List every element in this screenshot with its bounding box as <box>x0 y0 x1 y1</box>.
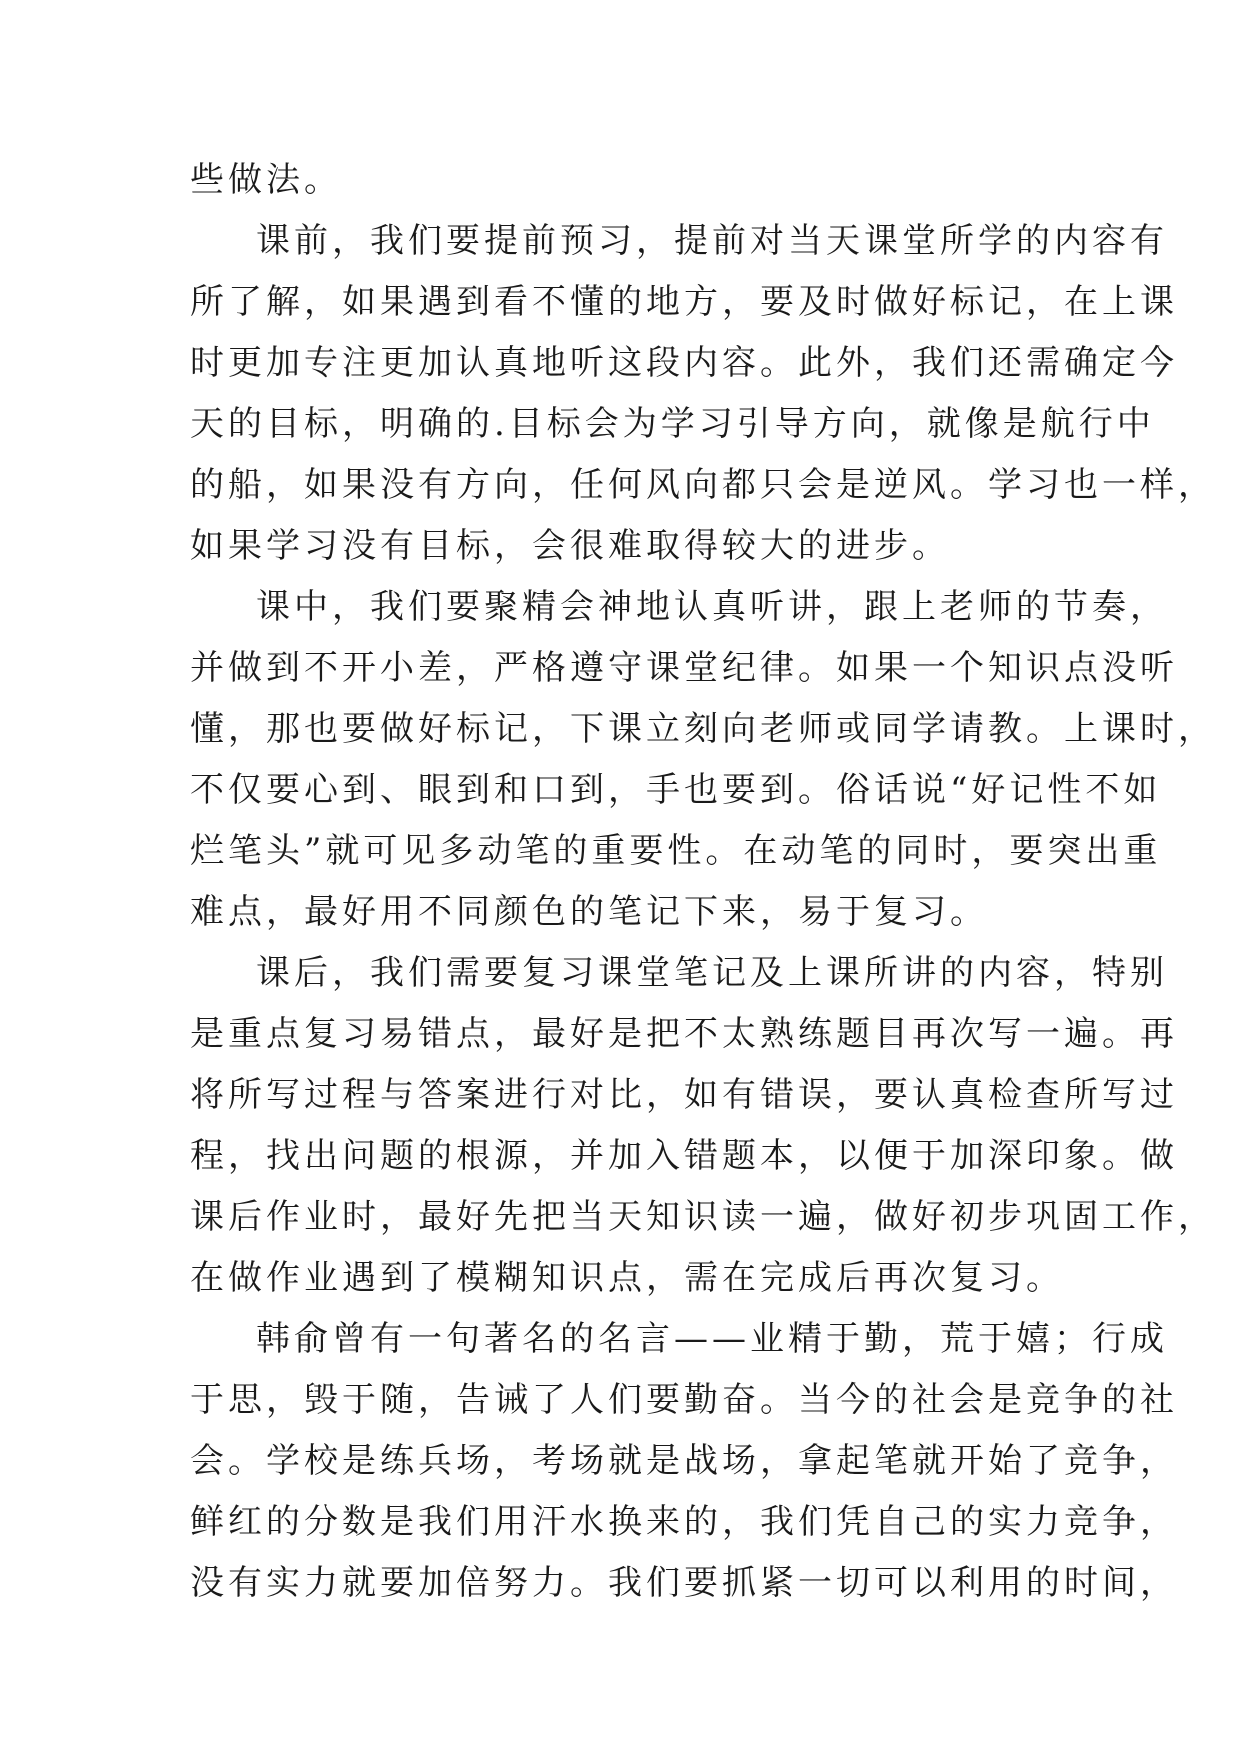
text-line: 不仅要心到、眼到和口到，手也要到。俗话说“好记性不如 <box>190 770 1162 810</box>
text-line: 的船，如果没有方向，任何风向都只会是逆风。学习也一样， <box>190 465 1216 505</box>
text-line: 并做到不开小差，严格遵守课堂纪律。如果一个知识点没听 <box>190 648 1178 688</box>
text-line: 天的目标，明确的.目标会为学习引导方向，就像是航行中 <box>190 404 1155 444</box>
text-line: 鲜红的分数是我们用汗水换来的，我们凭自己的实力竞争， <box>190 1502 1178 1542</box>
text-line: 懂，那也要做好标记，下课立刻向老师或同学请教。上课时， <box>190 709 1216 749</box>
text-line: 于思，毁于随，告诫了人们要勤奋。当今的社会是竞争的社 <box>190 1380 1178 1420</box>
text-line: 所了解，如果遇到看不懂的地方，要及时做好标记，在上课 <box>190 282 1178 322</box>
text-line: 烂笔头”就可见多动笔的重要性。在动笔的同时，要突出重 <box>190 831 1162 871</box>
body-text <box>190 150 1216 1614</box>
paragraph <box>190 150 1052 211</box>
text-line: 在做作业遇到了模糊知识点，需在完成后再次复习。 <box>190 1258 1064 1298</box>
paragraph <box>190 943 1216 1309</box>
text-line: 课后，我们需要复习课堂笔记及上课所讲的内容，特别 <box>256 953 1168 993</box>
paragraph <box>190 1309 1178 1614</box>
text-line: 课前，我们要提前预习，提前对当天课堂所学的内容有 <box>256 221 1168 261</box>
text-line: 些做法。 <box>190 160 342 200</box>
text-line: 如果学习没有目标，会很难取得较大的进步。 <box>190 526 950 566</box>
text-line: 课后作业时，最好先把当天知识读一遍，做好初步巩固工作， <box>190 1197 1216 1237</box>
text-line: 没有实力就要加倍努力。我们要抓紧一切可以利用的时间， <box>190 1563 1178 1603</box>
text-line: 程，找出问题的根源，并加入错题本，以便于加深印象。做 <box>190 1136 1178 1176</box>
paragraph <box>190 211 1216 577</box>
text-line: 会。学校是练兵场，考场就是战场，拿起笔就开始了竞争， <box>190 1441 1178 1481</box>
text-line: 难点，最好用不同颜色的笔记下来，易于复习。 <box>190 892 988 932</box>
text-line: 是重点复习易错点，最好是把不太熟练题目再次写一遍。再 <box>190 1014 1178 1054</box>
text-line: 将所写过程与答案进行对比，如有错误，要认真检查所写过 <box>190 1075 1178 1115</box>
text-line: 韩俞曾有一句著名的名言——业精于勤，荒于嬉；行成 <box>256 1319 1168 1359</box>
paragraph <box>190 577 1216 943</box>
text-line: 时更加专注更加认真地听这段内容。此外，我们还需确定今 <box>190 343 1178 383</box>
text-line: 课中，我们要聚精会神地认真听讲，跟上老师的节奏， <box>256 587 1168 627</box>
